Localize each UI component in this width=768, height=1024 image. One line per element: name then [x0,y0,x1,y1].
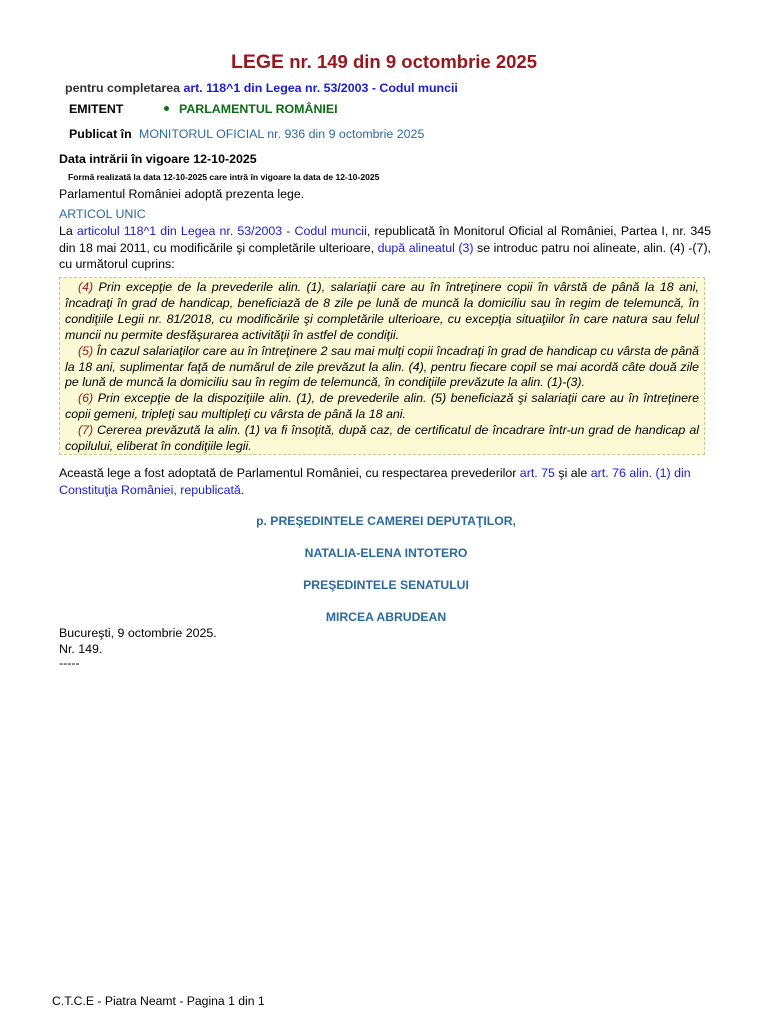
intrare-label: Data intrării în vigoare 12-10-2025 [59,152,257,166]
articol-p1: La [59,224,77,238]
emitent-label: EMITENT [69,102,124,116]
publicat-link[interactable]: MONITORUL OFICIAL nr. 936 din 9 octombrie 2025 [139,127,425,141]
alineat-5 [65,344,699,392]
bullet-icon [164,106,169,111]
alineat-text: Prin excepţie de la prevederile alin. (1), salariaţii care au în întreţinere copii în vârstă de până la 18 ani, încadraţi în grad de handicap, beneficiază de 8 zile pe lună de muncă la domiciliu sau în regim de telemuncă, în condiţiile Legii nr. 81/2018, cu modificările şi completările ulterioare, cu excepţia situaţiilor în care natura sau felul muncii nu permite desfăşurarea activităţii în astfel de condiţii. [65,280,699,342]
articol-p3: se introduc patru noi alineate, alin. (4) -(7), cu următorul cuprins: [59,240,712,271]
alineat-7 [65,423,699,455]
emitent-value [164,102,338,116]
subtitle-prefix: pentru completarea [65,81,184,95]
title-keyword: LEGE [230,51,285,73]
alineat-text: Cererea prevăzută la alin. (1) va fi însoţită, după caz, de certificatul de încadrare într-un grad de handicap al copilului, eliberat în condiţiile legii. [65,423,699,454]
adoptare-text [59,465,719,498]
art-75-link[interactable]: art. 75 [519,466,555,480]
amendment-box [59,277,705,455]
articol-text [59,223,711,273]
subtitle [65,81,458,95]
law-number: Nr. 149. [59,642,103,656]
separator: ----- [59,656,80,670]
page-title [0,51,768,74]
place-date: Bucureşti, 9 octombrie 2025. [59,626,217,640]
alineat-text: În cazul salariaţilor care au în întreţinere 2 sau mai mulţi copii încadraţi în grad de handicap cu vârsta de până la 18 ani, suplimentar faţă de numărul de zile prevăzut la alin. (4), pentru fiecare copil se mai acordă câte două zile pe lună de muncă la domiciliu sau în regim de telemuncă, în condiţiile prevăzute la alin. (1)-(3). [65,343,699,390]
alineat-4 [65,280,699,344]
signature-name-senat: MIRCEA ABRUDEAN [325,610,447,624]
intro-text: Parlamentul României adoptă prezenta lege. [59,187,305,201]
articol-heading: ARTICOL UNIC [59,207,146,221]
signature-title-senat: PREŞEDINTELE SENATULUI [303,578,469,592]
signature-title-deputati: p. PREŞEDINTELE CAMEREI DEPUTAŢILOR, [256,514,516,528]
signature-name-deputati: NATALIA-ELENA INTOTERO [304,546,468,560]
forma-note: Formă realizată la data 12-10-2025 care intră în vigoare la data de 12-10-2025 [68,172,380,182]
articol-p2: , republicată în Monitorul Oficial al României, Partea I, nr. 345 din 18 mai 2011, cu modificările şi completările ulterioare, [59,224,711,255]
subtitle-link[interactable]: art. 118^1 din Legea nr. 53/2003 - Codul muncii [183,81,458,95]
alineat-number: (7) [78,423,94,438]
emitent-name: PARLAMENTUL ROMÂNIEI [179,102,338,116]
alineat-text: Prin excepţie de la dispoziţiile alin. (1), de prevederile alin. (5) beneficiază şi salariaţii care au în întreţinere copii gemeni, tripleţi sau multipleţi cu vârsta de până la 18 ani. [65,391,699,422]
alineat-number: (6) [78,391,94,406]
title-rest: nr. 149 din 9 octombrie 2025 [284,51,538,72]
adoptare-p1: Această lege a fost adoptată de Parlamentul României, cu respectarea prevederilor [59,466,520,480]
page-footer: C.T.C.E - Piatra Neamt - Pagina 1 din 1 [52,994,265,1008]
publicat-label: Publicat în [69,127,132,141]
alineat-number: (5) [78,343,94,358]
alineat-6 [65,391,699,423]
adoptare-p2: şi ale [554,466,591,480]
adoptare-p3: . [240,482,245,497]
alineat-number: (4) [78,280,94,294]
alineat-link[interactable]: după alineatul (3) [377,240,474,255]
art-76-link[interactable]: art. 76 alin. (1) din Constituţia României, republicată [59,466,691,497]
articol-link[interactable]: articolul 118^1 din Legea nr. 53/2003 - Codul muncii [76,224,367,238]
